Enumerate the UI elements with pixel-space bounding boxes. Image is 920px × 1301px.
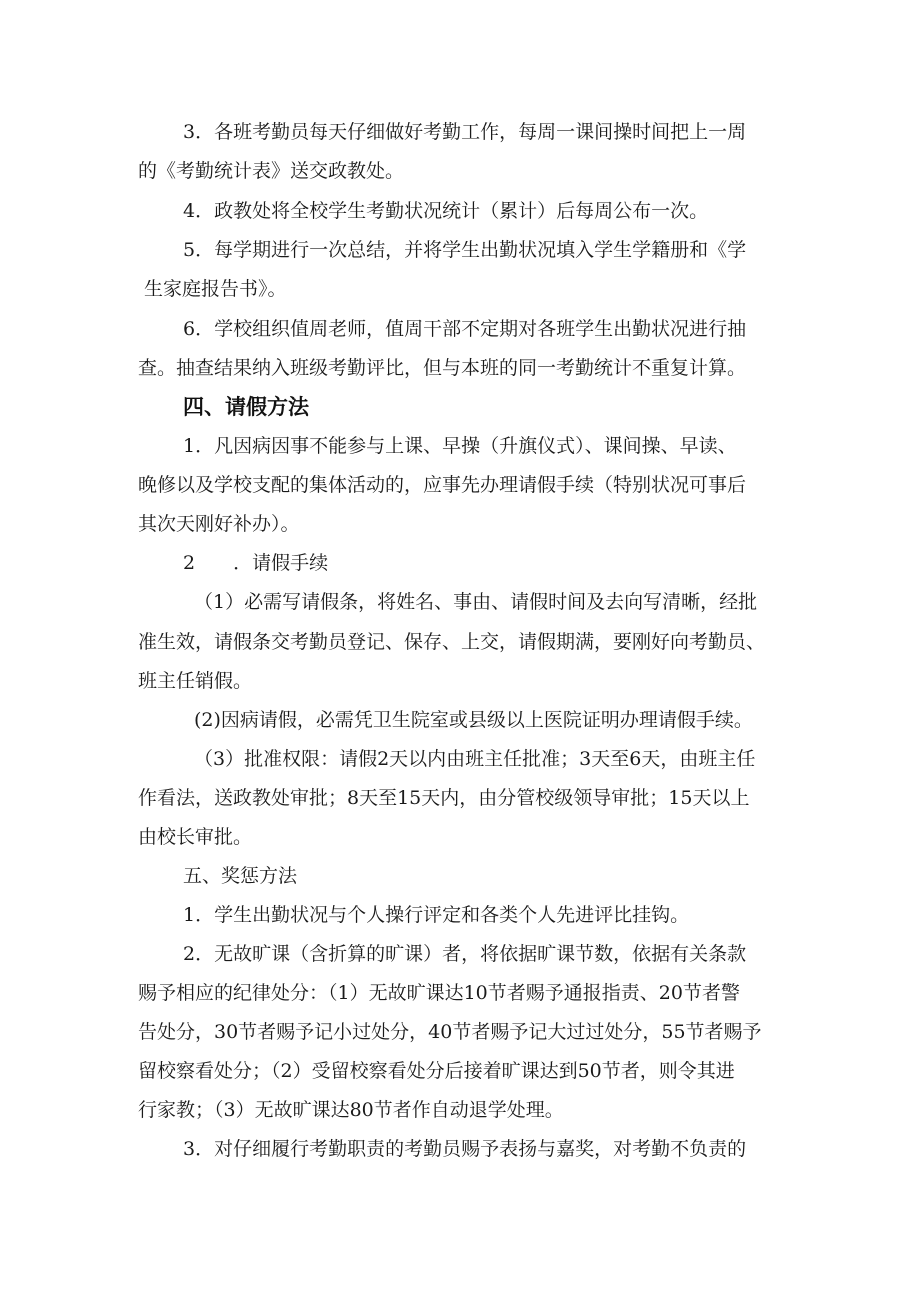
reward-item-1: 1．学生出勤状况与个人操行评定和各类个人先进评比挂钩。 [183,904,690,926]
paragraph-4: 4．政教处将全校学生考勤状况统计（累计）后每周公布一次。 [183,200,709,222]
paragraph-6-line-1: 6．学校组织值周老师，值周干部不定期对各班学生出勤状况进行抽 [183,318,747,340]
leave-sub-1-line-3: 班主任销假。 [138,670,253,692]
reward-item-2-line-1: 2．无故旷课（含折算的旷课）者，将依据旷课节数，依据有关条款 [183,943,747,965]
leave-sub-1-line-2: 准生效，请假条交考勤员登记、保存、上交，请假期满，要刚好向考勤员、 [138,631,766,653]
paragraph-3-line-2: 的《考勤统计表》送交政教处。 [138,160,405,182]
leave-item-1-line-1: 1．凡因病因事不能参与上课、早操（升旗仪式）、课间操、早读、 [183,435,737,457]
leave-item-1-line-3: 其次天刚好补办）。 [138,513,300,535]
paragraph-3-line-1: 3．各班考勤员每天仔细做好考勤工作，每周一课间操时间把上一周 [183,121,747,143]
paragraph-6-line-2: 查。抽查结果纳入班级考勤评比，但与本班的同一考勤统计不重复计算。 [138,357,747,379]
leave-sub-2: (2)因病请假，必需凭卫生院室或县级以上医院证明办理请假手续。 [194,709,753,731]
leave-sub-3-line-1: （3）批准权限：请假2天以内由班主任批准；3天至6天，由班主任 [194,748,756,770]
leave-sub-1-line-1: （1）必需写请假条，将姓名、事由、请假时间及去向写清晰，经批 [194,591,758,613]
leave-sub-3-line-3: 由校长审批。 [138,826,253,848]
paragraph-5-line-1: 5．每学期进行一次总结，并将学生出勤状况填入学生学籍册和《学 [183,239,747,261]
reward-item-2-line-5: 行家教；（3）无故旷课达80节者作自动退学处理。 [138,1099,564,1121]
reward-item-2-line-3: 告处分，30节者赐予记小过处分，40节者赐予记大过过处分，55节者赐予 [138,1021,762,1043]
leave-sub-3-line-2: 作看法，送政教处审批；8天至15天内，由分管校级领导审批；15天以上 [138,787,750,809]
leave-item-1-line-2: 晚修以及学校支配的集体活动的，应事先办理请假手续（特别状况可事后 [138,474,747,496]
reward-item-2-line-4: 留校察看处分；（2）受留校察看处分后接着旷课达到50节者，则令其进 [138,1060,735,1082]
paragraph-5-line-2: 生家庭报告书》。 [144,278,287,300]
section-heading-rewards: 五、奖惩方法 [183,865,298,887]
reward-item-2-line-2: 赐予相应的纪律处分：（1）无故旷课达10节者赐予通报指责、20节者警 [138,982,740,1004]
reward-item-3-line-1: 3．对仔细履行考勤职责的考勤员赐予表扬与嘉奖，对考勤不负责的 [183,1138,747,1160]
leave-item-2-title: 2 ．请假手续 [183,552,329,574]
section-heading-leave: 四、请假方法 [183,395,309,419]
